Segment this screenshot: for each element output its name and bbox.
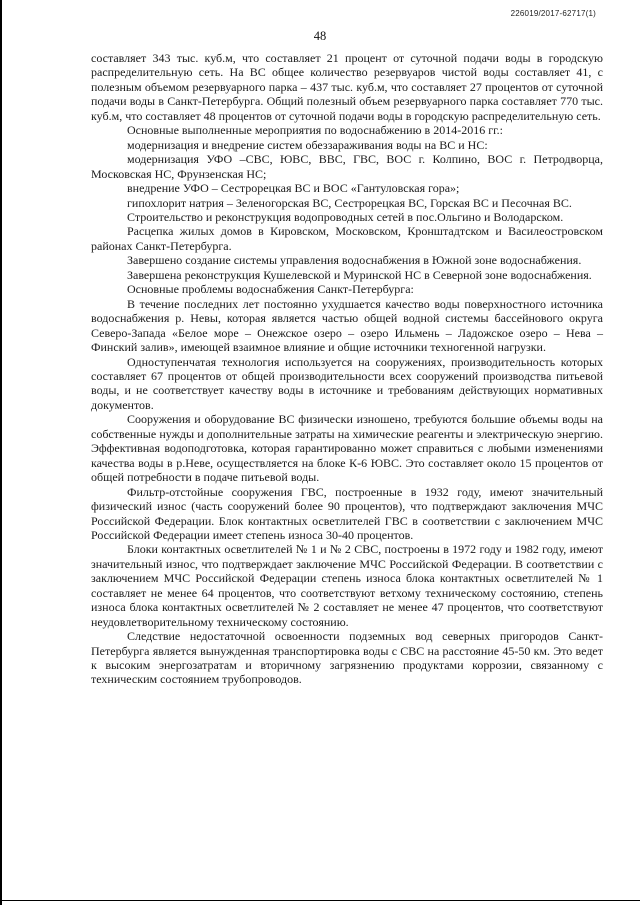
document-body	[91, 51, 603, 687]
page-number: 48	[313, 29, 327, 43]
paragraph: Одноступенчатая технология используется на сооружениях, производительность которых составляет 67 процентов от общей производительности всех сооружений производства питьевой воды, и не соответствует качеству воды в источнике и требованиям действующих нормативных документов.	[91, 354, 603, 412]
paragraph: внедрение УФО – Сестрорецкая ВС и ВОС «Гантуловская гора»;	[127, 181, 460, 196]
scan-bottom-line	[0, 900, 640, 901]
paragraph: составляет 343 тыс. куб.м, что составляет 21 процент от суточной подачи воды в городскую распределительную сеть. На ВС общее количество резервуаров чистой воды составляет 41, с полезным объемом резервуарного парка – 437 тыс. куб.м, что составляет 27 процентов от суточной подачи воды в Санкт-Петербурга. Общий полезный объем резервуарного парка составляет 770 тыс. куб.м, что составляет 48 процентов от суточной подачи воды в городскую распределительную сеть.	[91, 51, 603, 123]
scan-edge-line	[0, 0, 2, 905]
paragraph: Строительство и реконструкция водопроводных сетей в пос.Ольгино и Володарском.	[127, 209, 564, 224]
paragraph: Фильтр-отстойные сооружения ГВС, построенные в 1932 году, имеют значительный физический износ (часть сооружений более 90 процентов), что подтверждают заключения МЧС Российской Федерации. Блок контактных осветлителей ГВС в соответствии с заключением МЧС Российской Федерации имеет степень износа 30-40 процентов.	[91, 484, 603, 542]
paragraph: Блоки контактных осветлителей № 1 и № 2 СВС, построены в 1972 году и 1982 году, имеют значительный износ, что подтверждает заключение МЧС Российской Федерации. В соответствии с заключением МЧС Российской Федерации степень износа блока контактных осветлителей № 1 составляет не менее 64 процентов, что соответствуют ветхому техническому состоянию, степень износа блока контактных осветлителей № 2 составляет не менее 47 процентов, что соответствуют неудовлетворительному техническому состоянию.	[91, 542, 603, 629]
paragraph: Завершено создание системы управления водоснабжения в Южной зоне водоснабжения.	[127, 253, 582, 268]
paragraph: В течение последних лет постоянно ухудшается качество воды поверхностного источника водоснабжения р. Невы, которая является частью общей водной системы бассейнового округа Северо-Запада «Белое море – Онежское озеро – озеро Ильмень – Ладожское озеро – Нева – Финский залив», имеющей взаимное влияние и общие источники техногенной нагрузки.	[91, 296, 603, 355]
paragraph: Основные выполненные мероприятия по водоснабжению в 2014-2016 гг.:	[127, 123, 504, 138]
paragraph: модернизация и внедрение систем обеззараживания воды на ВС и НС:	[127, 137, 488, 152]
paragraph: Основные проблемы водоснабжения Санкт-Петербурга:	[127, 282, 414, 297]
paragraph: Сооружения и оборудование ВС физически изношено, требуются большие объемы воды на собственные нужды и дополнительные затраты на химические реагенты и электрическую энергию. Эффективная водоподготовка, которая гарантированно может справиться с любыми изменениями качества воды в р.Неве, осуществляется на блоке К-6 ЮВС. Это составляет около 15 процентов от общей потребности в подаче питьевой воды.	[91, 412, 603, 485]
paragraph: Завершена реконструкция Кушелевской и Муринской НС в Северной зоне водоснабжения.	[127, 267, 592, 282]
paragraph: гипохлорит натрия – Зеленогорская ВС, Сестрорецкая ВС, Горская ВС и Песочная ВС.	[127, 195, 572, 210]
document-id: 226019/2017-62717(1)	[510, 9, 596, 18]
paragraph: модернизация УФО –СВС, ЮВС, ВВС, ГВС, ВОС г. Колпино, ВОС г. Петродворца, Московская НС, Фрунзенская НС;	[91, 152, 603, 181]
paragraph: Следствие недостаточной освоенности подземных вод северных пригородов Санкт-Петербурга является вынужденная транспортировка воды с СВС на расстояние 45-50 км. Это ведет к высоким энергозатратам и вторичному загрязнению продуктами коррозии, связанному с техническим состоянием трубопроводов.	[91, 629, 603, 687]
paragraph: Расцепка жилых домов в Кировском, Московском, Кронштадтском и Василеостровском районах Санкт-Петербурга.	[91, 224, 603, 253]
